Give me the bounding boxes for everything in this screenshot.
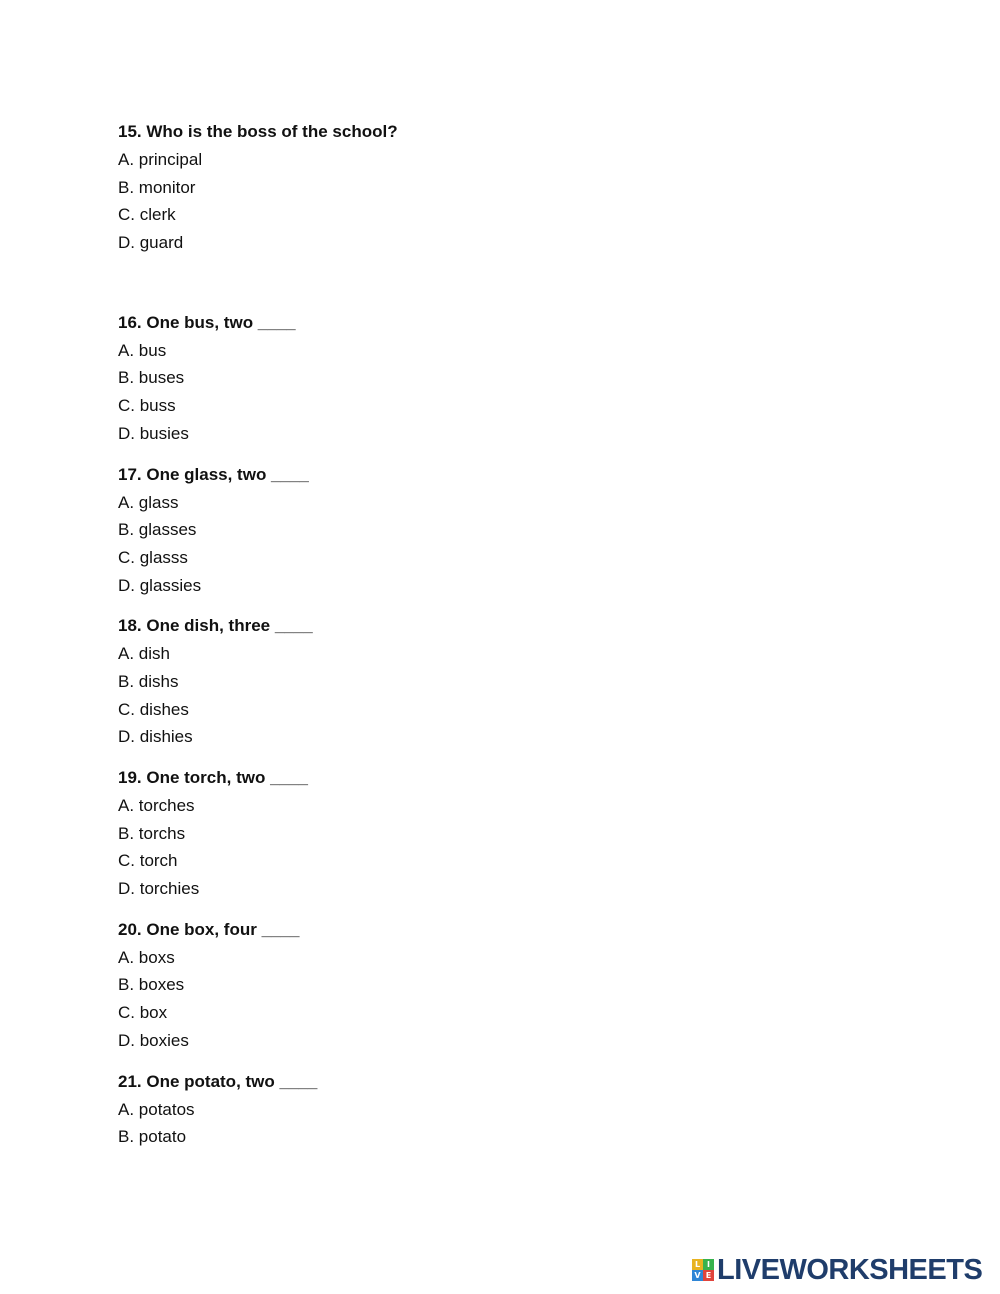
option-b: B. monitor xyxy=(118,177,196,197)
option-b: B. glasses xyxy=(118,520,197,540)
question-text: 21. One potato, two ____ xyxy=(118,1071,318,1091)
logo-mark-letter: L xyxy=(692,1259,703,1270)
liveworksheets-logo xyxy=(692,1255,982,1285)
option-d: D. busies xyxy=(118,423,189,443)
option-b: B. boxes xyxy=(118,975,185,995)
option-d: D. guard xyxy=(118,233,184,253)
option-b: B. dishs xyxy=(118,671,179,691)
logo-mark-icon xyxy=(692,1259,714,1281)
question-19 xyxy=(118,764,898,903)
worksheet xyxy=(118,118,898,1151)
option-d: D. boxies xyxy=(118,1030,189,1050)
logo-mark-letter: E xyxy=(703,1270,714,1281)
option-c: C. box xyxy=(118,1003,168,1023)
option-b: B. buses xyxy=(118,368,185,388)
question-text: 19. One torch, two ____ xyxy=(118,768,308,787)
option-d: D. dishies xyxy=(118,727,193,747)
option-b: B. torchs xyxy=(118,823,186,843)
option-c: C. dishes xyxy=(118,699,189,719)
option-d: D. torchies xyxy=(118,879,200,899)
question-21 xyxy=(118,1068,898,1151)
option-a: A. boxs xyxy=(118,947,175,967)
option-a: A. bus xyxy=(118,340,167,360)
question-text: 17. One glass, two ____ xyxy=(118,464,309,484)
logo-mark-letter: V xyxy=(692,1270,703,1281)
question-16 xyxy=(118,309,898,448)
question-15 xyxy=(118,118,898,257)
logo-text: LIVEWORKSHEETS xyxy=(717,1254,983,1286)
option-b: B. potato xyxy=(118,1127,187,1147)
question-text: 15. Who is the boss of the school? xyxy=(118,122,398,141)
question-text: 20. One box, four ____ xyxy=(118,919,300,939)
option-c: C. clerk xyxy=(118,205,176,225)
option-a: A. principal xyxy=(118,150,203,169)
option-c: C. torch xyxy=(118,851,178,871)
question-text: 18. One dish, three ____ xyxy=(118,616,313,636)
question-20 xyxy=(118,916,898,1055)
option-c: C. buss xyxy=(118,396,176,416)
logo-mark-letter: I xyxy=(703,1259,714,1270)
question-18 xyxy=(118,612,898,751)
option-a: A. potatos xyxy=(118,1099,195,1119)
option-a: A. glass xyxy=(118,492,179,512)
option-a: A. dish xyxy=(118,644,170,664)
option-a: A. torches xyxy=(118,796,195,815)
question-17 xyxy=(118,461,898,600)
option-c: C. glasss xyxy=(118,547,188,567)
option-d: D. glassies xyxy=(118,575,202,595)
question-text: 16. One bus, two ____ xyxy=(118,312,296,332)
